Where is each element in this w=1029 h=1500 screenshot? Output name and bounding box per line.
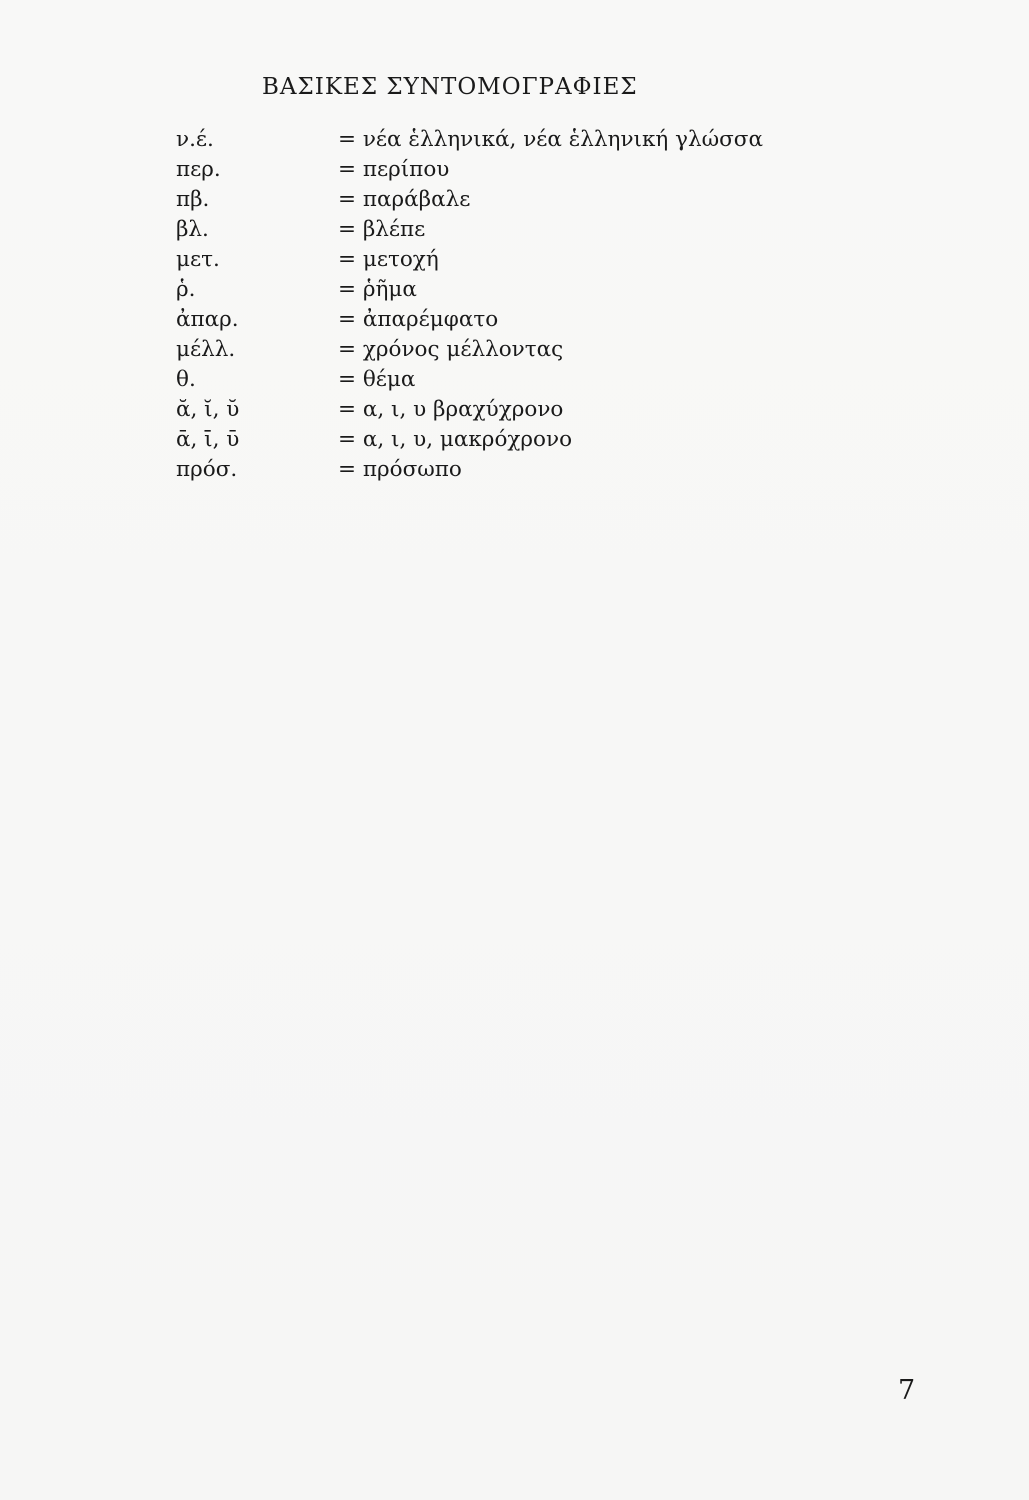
abbreviation-row — [0, 305, 1029, 335]
abbreviation-term: πβ. — [176, 187, 210, 212]
abbreviation-row — [0, 395, 1029, 425]
abbreviation-row — [0, 365, 1029, 395]
abbreviation-definition: = χρόνος μέλλοντας — [338, 337, 564, 362]
abbreviation-row — [0, 455, 1029, 485]
abbreviation-definition: = βλέπε — [338, 217, 426, 242]
abbreviation-definition: = παράβαλε — [338, 187, 471, 212]
abbreviation-row — [0, 335, 1029, 365]
abbreviation-term: ῥ. — [176, 277, 196, 302]
abbreviation-row — [0, 125, 1029, 155]
abbreviation-term: ᾱ, ῑ, ῡ — [176, 427, 240, 452]
abbreviation-definition: = α, ι, υ βραχύχρονο — [338, 397, 564, 422]
abbreviation-definition: = πρόσωπο — [338, 457, 462, 482]
abbreviation-term: ᾰ, ῐ, ῠ — [176, 397, 240, 422]
abbreviation-definition: = περίπου — [338, 157, 450, 182]
page-title: ΒΑΣΙΚΕΣ ΣΥΝΤΟΜΟΓΡΑΦΙΕΣ — [262, 74, 638, 100]
abbreviation-definition: = α, ι, υ, μακρόχρονο — [338, 427, 573, 452]
abbreviation-row — [0, 215, 1029, 245]
abbreviation-row — [0, 245, 1029, 275]
abbreviation-term: ν.έ. — [176, 127, 214, 152]
abbreviation-row — [0, 275, 1029, 305]
abbreviation-term: βλ. — [176, 217, 209, 242]
abbreviation-term: περ. — [176, 157, 221, 182]
page-number: 7 — [898, 1375, 916, 1406]
abbreviation-term: θ. — [176, 367, 196, 392]
abbreviation-definition: = θέμα — [338, 367, 416, 392]
abbreviation-definition: = ἀπαρέμφατο — [338, 307, 499, 332]
abbreviation-definition: = νέα ἑλληνικά, νέα ἑλληνική γλώσσα — [338, 127, 763, 152]
abbreviation-definition: = μετοχή — [338, 247, 439, 272]
abbreviation-row — [0, 155, 1029, 185]
abbreviation-term: μέλλ. — [176, 337, 236, 362]
abbreviation-term: πρόσ. — [176, 457, 238, 482]
abbreviation-row — [0, 425, 1029, 455]
abbreviation-row — [0, 185, 1029, 215]
abbreviation-term: ἀπαρ. — [176, 307, 239, 332]
abbreviation-term: μετ. — [176, 247, 220, 272]
abbreviation-definition: = ῥῆμα — [338, 277, 417, 302]
